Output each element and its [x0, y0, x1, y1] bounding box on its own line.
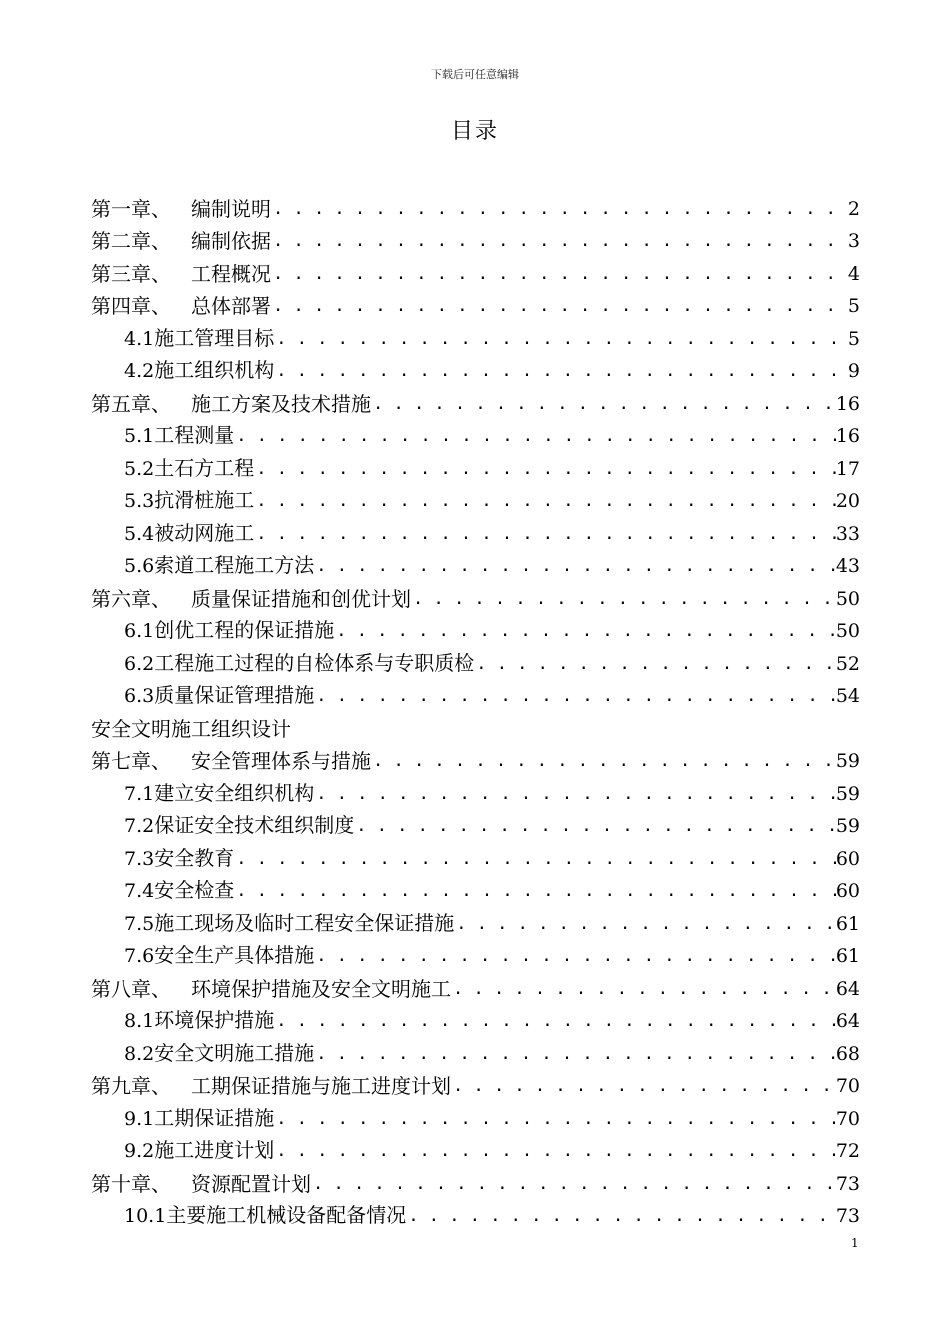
toc-entry-label	[124, 1037, 314, 1070]
toc-section-entry[interactable]	[91, 420, 860, 453]
dot-leader	[371, 745, 836, 777]
dot-leader	[406, 1200, 836, 1232]
toc-entry-number: 6.2	[124, 652, 155, 675]
toc-entry-text: 工期保证措施与施工进度计划	[191, 1074, 451, 1098]
toc-entry-label	[91, 290, 271, 322]
toc-entry-number: 第五章、	[91, 391, 171, 416]
toc-section-entry[interactable]	[91, 1037, 860, 1070]
toc-entry-label	[91, 388, 371, 420]
toc-entry-label	[91, 583, 411, 615]
toc-entry-page: 16	[835, 392, 860, 415]
toc-section-entry[interactable]	[91, 907, 860, 940]
toc-entry-text: 安全教育	[154, 845, 235, 870]
toc-entry-page: 33	[835, 522, 860, 545]
dot-leader	[314, 778, 836, 810]
dot-leader	[311, 1168, 836, 1200]
toc-entry-page: 73	[835, 1205, 860, 1227]
header-note: 下载后可任意编辑	[431, 68, 519, 81]
toc-entry-label	[124, 907, 454, 940]
toc-entry-text: 环境保护措施及安全文明施工	[191, 976, 451, 1001]
dot-leader	[271, 258, 848, 290]
table-of-contents	[91, 192, 860, 1232]
toc-section-entry[interactable]	[91, 1200, 860, 1233]
toc-entry-page: 70	[835, 1075, 860, 1097]
toc-section-entry[interactable]	[91, 517, 860, 550]
toc-section-entry[interactable]	[91, 842, 860, 875]
toc-entry-number: 7.3	[124, 847, 155, 870]
toc-entry-number: 7.4	[124, 880, 155, 902]
toc-entry-number: 4.2	[124, 360, 155, 382]
toc-entry-label	[124, 452, 254, 485]
toc-entry-label	[124, 842, 234, 875]
toc-entry-label	[91, 713, 291, 745]
toc-entry-number: 7.6	[124, 945, 155, 967]
toc-entry-label	[124, 484, 254, 517]
dot-leader	[314, 1038, 836, 1070]
toc-entry-label	[124, 1004, 274, 1037]
toc-entry-text: 质量保证措施和创优计划	[191, 586, 411, 611]
toc-entry-text: 安全生产具体措施	[154, 943, 315, 967]
toc-entry-text: 安全文明施工措施	[154, 1040, 315, 1065]
toc-section-entry[interactable]	[91, 615, 860, 648]
dot-leader	[451, 973, 836, 1005]
toc-entry-text: 土石方工程	[154, 455, 255, 480]
toc-section-entry[interactable]	[91, 940, 860, 973]
toc-entry-text: 总体部署	[191, 294, 271, 318]
dot-leader	[271, 193, 848, 225]
dot-leader	[274, 1103, 836, 1135]
toc-entry-page: 4	[847, 262, 860, 285]
toc-entry-text: 编制依据	[191, 229, 271, 253]
toc-entry-page: 3	[847, 230, 860, 252]
toc-entry-label	[124, 549, 314, 582]
toc-title: 目录	[450, 119, 499, 144]
toc-entry-page: 61	[835, 945, 860, 967]
toc-entry-page: 54	[835, 685, 860, 707]
toc-entry-label	[124, 939, 314, 972]
dot-leader	[314, 680, 836, 712]
dot-leader	[314, 550, 836, 582]
toc-entry-label	[124, 874, 234, 907]
toc-entry-text: 环境保护措施	[154, 1008, 275, 1032]
toc-entry-page: 52	[835, 652, 860, 675]
dot-leader	[274, 1135, 836, 1167]
toc-entry-label	[91, 1168, 311, 1200]
toc-chapter-entry[interactable]	[91, 972, 860, 1005]
toc-entry-page: 2	[847, 197, 860, 220]
toc-entry-page: 5	[847, 327, 860, 350]
toc-entry-number: 第九章、	[91, 1074, 171, 1098]
toc-entry-label	[91, 193, 271, 225]
toc-section-entry[interactable]	[91, 777, 860, 810]
dot-leader	[474, 648, 836, 680]
toc-entry-text: 工程测量	[154, 423, 235, 447]
toc-entry-number: 第七章、	[91, 749, 171, 773]
toc-entry-text: 工程概况	[191, 261, 271, 286]
dot-leader	[254, 518, 836, 550]
toc-entry-text: 安全检查	[154, 878, 235, 902]
toc-entry-page: 61	[835, 912, 860, 935]
toc-entry-number: 9.2	[124, 1140, 155, 1162]
toc-entry-page: 59	[835, 782, 860, 805]
toc-chapter-entry[interactable]	[91, 257, 860, 290]
toc-entry-number: 8.1	[124, 1010, 155, 1032]
toc-entry-number: 7.1	[124, 782, 155, 805]
toc-entry-page: 43	[835, 555, 860, 577]
toc-entry-text: 主要施工机械设备配备情况	[166, 1203, 407, 1227]
toc-entry-number: 8.2	[124, 1042, 155, 1065]
toc-entry-page: 68	[835, 1042, 860, 1065]
toc-entry-text: 被动网施工	[154, 520, 255, 545]
toc-entry-label	[91, 1070, 451, 1102]
toc-entry-label	[124, 354, 274, 387]
dot-leader	[454, 908, 836, 940]
toc-chapter-entry[interactable]	[91, 1167, 860, 1200]
toc-entry-number: 6.3	[124, 685, 155, 707]
toc-entry-number: 第八章、	[91, 976, 171, 1001]
toc-chapter-entry[interactable]	[91, 1070, 860, 1103]
toc-entry-number: 4.1	[124, 327, 155, 350]
toc-entry-label	[124, 777, 314, 810]
toc-entry-text: 抗滑桩施工	[154, 488, 255, 512]
toc-heading-entry[interactable]	[91, 712, 860, 745]
toc-entry-text: 质量保证管理措施	[154, 683, 315, 707]
toc-entry-number: 6.1	[124, 620, 155, 642]
toc-entry-number: 第二章、	[91, 229, 171, 253]
toc-entry-number: 7.2	[124, 815, 155, 837]
toc-chapter-entry[interactable]	[91, 225, 860, 258]
toc-entry-label	[124, 647, 474, 680]
toc-entry-text: 保证安全技术组织制度	[154, 813, 355, 837]
toc-entry-text: 施工现场及临时工程安全保证措施	[154, 910, 455, 935]
toc-entry-page: 64	[835, 977, 860, 1000]
toc-entry-page: 59	[835, 750, 860, 772]
toc-section-entry[interactable]	[91, 810, 860, 843]
toc-entry-text: 施工方案及技术措施	[191, 391, 371, 416]
dot-leader	[254, 453, 836, 485]
toc-entry-text: 建立安全组织机构	[154, 780, 315, 805]
toc-entry-number: 5.1	[124, 425, 155, 447]
toc-entry-label	[124, 517, 254, 550]
toc-entry-number: 10.1	[124, 1205, 167, 1227]
toc-section-entry[interactable]	[91, 1005, 860, 1038]
dot-leader	[234, 875, 836, 907]
toc-section-entry[interactable]	[91, 485, 860, 518]
dot-leader	[271, 290, 848, 322]
toc-entry-text: 资源配置计划	[191, 1171, 311, 1196]
toc-section-entry[interactable]	[91, 647, 860, 680]
toc-entry-page: 9	[847, 360, 860, 382]
toc-entry-number: 第三章、	[91, 261, 171, 286]
toc-entry-label	[91, 745, 371, 777]
toc-entry-page: 64	[835, 1010, 860, 1032]
toc-entry-number: 第一章、	[91, 196, 171, 221]
toc-entry-text: 编制说明	[191, 196, 271, 221]
toc-section-entry[interactable]	[91, 452, 860, 485]
toc-entry-number: 第四章、	[91, 294, 171, 318]
toc-entry-page: 16	[835, 425, 860, 447]
toc-entry-label	[124, 1199, 406, 1232]
toc-entry-page: 59	[835, 815, 860, 837]
toc-entry-label	[91, 225, 271, 257]
page-number: 1	[851, 1236, 859, 1250]
toc-entry-number: 5.6	[124, 555, 155, 577]
toc-entry-label	[124, 809, 354, 842]
toc-entry-page: 50	[835, 620, 860, 642]
toc-entry-label	[124, 1134, 274, 1167]
toc-entry-number: 5.2	[124, 457, 155, 480]
toc-entry-page: 72	[835, 1140, 860, 1162]
dot-leader	[451, 1070, 836, 1102]
toc-section-entry[interactable]	[91, 355, 860, 388]
dot-leader	[354, 810, 836, 842]
toc-chapter-entry[interactable]	[91, 582, 860, 615]
toc-chapter-entry[interactable]	[91, 290, 860, 323]
toc-entry-text: 创优工程的保证措施	[154, 618, 335, 642]
toc-entry-text: 索道工程施工方法	[154, 553, 315, 577]
toc-entry-page: 60	[835, 880, 860, 902]
toc-entry-page: 70	[835, 1107, 860, 1130]
toc-entry-text: 安全管理体系与措施	[191, 749, 371, 773]
dot-leader	[271, 225, 848, 257]
toc-entry-page: 50	[835, 587, 860, 610]
toc-entry-label	[124, 419, 234, 452]
dot-leader	[234, 420, 836, 452]
dot-leader	[334, 615, 836, 647]
toc-entry-label	[124, 322, 274, 355]
toc-entry-page: 73	[835, 1172, 860, 1195]
toc-entry-label	[91, 258, 271, 290]
dot-leader	[234, 843, 836, 875]
toc-entry-number: 第六章、	[91, 586, 171, 611]
toc-entry-text: 工期保证措施	[154, 1105, 275, 1130]
toc-entry-number: 9.1	[124, 1107, 155, 1130]
toc-entry-page: 60	[835, 847, 860, 870]
dot-leader	[274, 1005, 836, 1037]
toc-entry-number: 第十章、	[91, 1171, 171, 1196]
toc-chapter-entry[interactable]	[91, 192, 860, 225]
toc-entry-label	[91, 973, 451, 1005]
toc-entry-page: 17	[835, 457, 860, 480]
dot-leader	[254, 485, 836, 517]
toc-chapter-entry[interactable]	[91, 745, 860, 778]
toc-entry-number: 5.3	[124, 490, 155, 512]
toc-section-entry[interactable]	[91, 322, 860, 355]
toc-section-entry[interactable]	[91, 680, 860, 713]
dot-leader	[371, 388, 836, 420]
toc-section-entry[interactable]	[91, 875, 860, 908]
dot-leader	[314, 940, 836, 972]
toc-section-entry[interactable]	[91, 1135, 860, 1168]
toc-entry-page: 20	[835, 490, 860, 512]
toc-entry-number: 5.4	[124, 522, 155, 545]
toc-section-entry[interactable]	[91, 550, 860, 583]
toc-entry-number: 7.5	[124, 912, 155, 935]
toc-entry-label	[124, 614, 334, 647]
toc-entry-text: 施工管理目标	[154, 325, 275, 350]
toc-entry-label	[124, 679, 314, 712]
toc-entry-label	[124, 1102, 274, 1135]
dot-leader	[274, 355, 848, 387]
toc-section-entry[interactable]	[91, 1102, 860, 1135]
toc-chapter-entry[interactable]	[91, 387, 860, 420]
toc-entry-text: 工程施工过程的自检体系与专职质检	[154, 650, 475, 675]
toc-entry-text: 施工进度计划	[154, 1138, 275, 1162]
toc-entry-text: 施工组织机构	[154, 358, 275, 382]
toc-entry-page: 5	[847, 295, 860, 317]
toc-entry-text: 安全文明施工组织设计	[91, 716, 291, 741]
dot-leader	[411, 583, 836, 615]
dot-leader	[274, 323, 848, 355]
